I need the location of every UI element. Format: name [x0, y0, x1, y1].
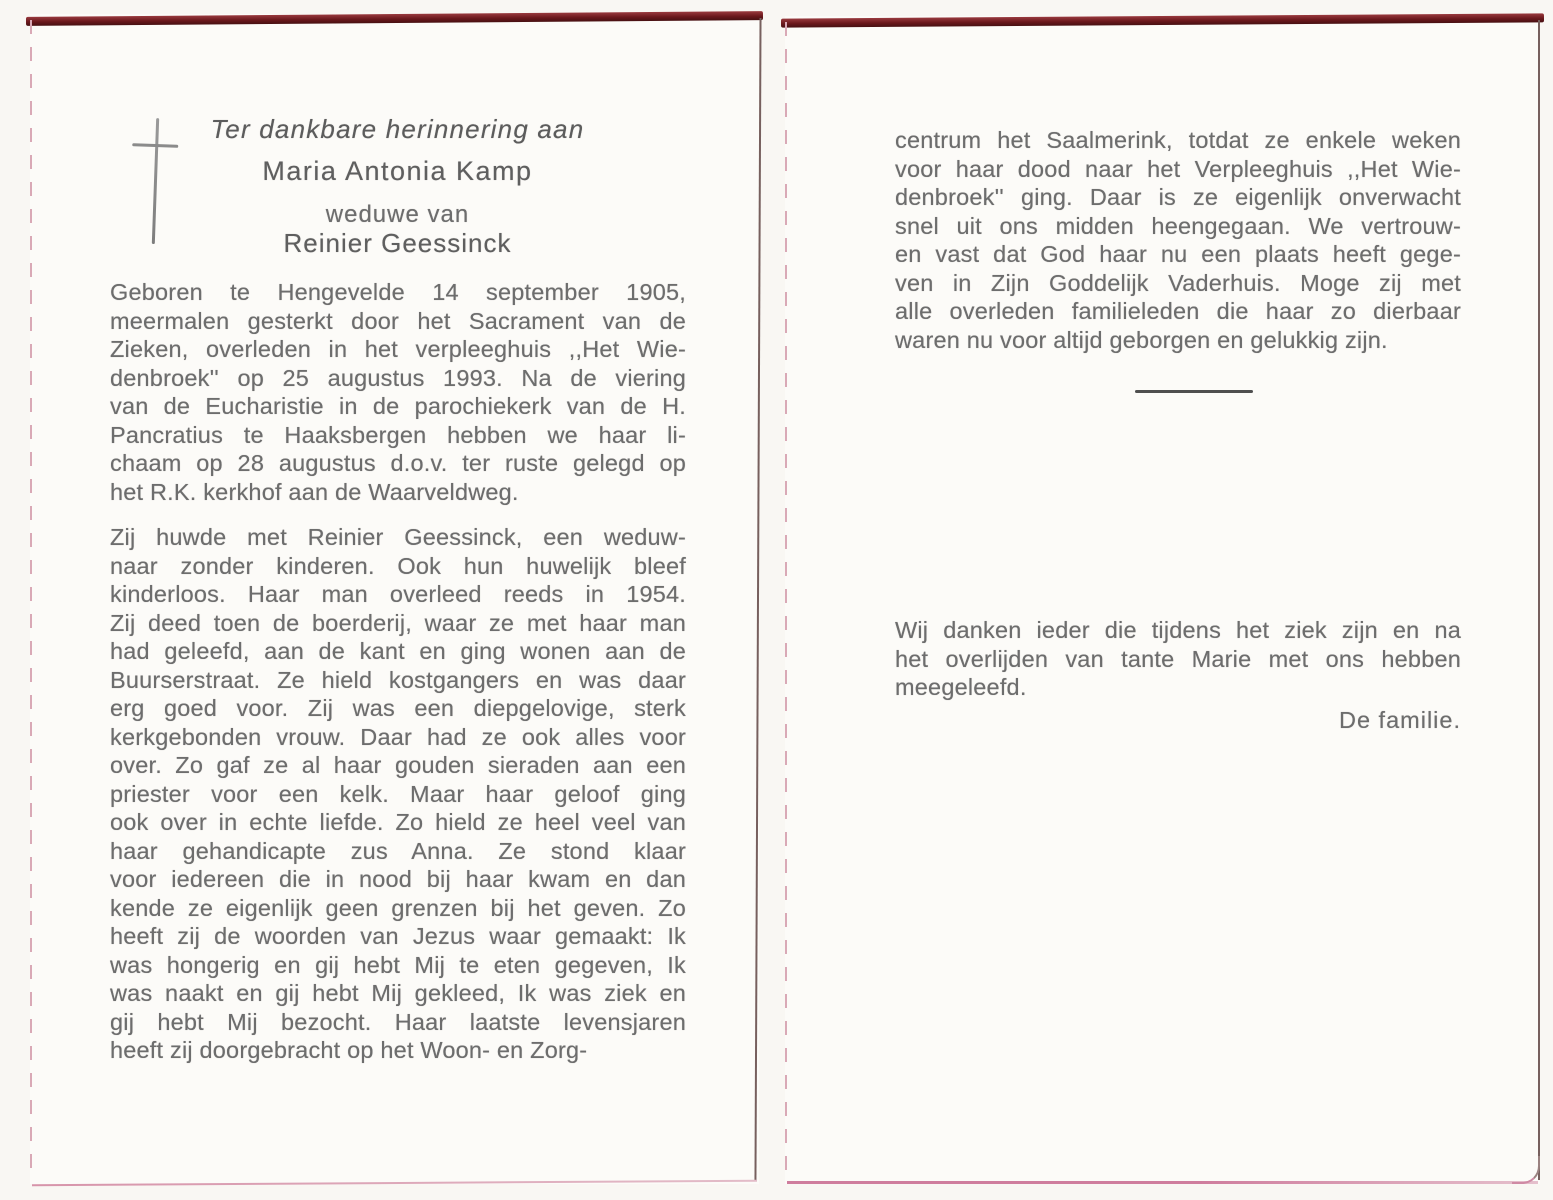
- text-line: meegeleefd.: [895, 674, 1027, 700]
- right-page-corner-curve: [1512, 1156, 1540, 1184]
- text-line: en vast dat God haar nu een plaats heeft gege-: [895, 241, 1461, 267]
- text-line: kende ze eigenlijk geen grenzen bij het geven. Zo: [110, 894, 686, 921]
- text-line: Buurserstraat. Ze hield kostgangers en was daar: [110, 666, 686, 693]
- text-line: ven in Zijn Goddelijk Vaderhuis. Moge zij met: [895, 269, 1461, 296]
- text-line: heeft zij de woorden van Jezus waar gemaakt: Ik: [110, 923, 686, 949]
- right-page: [785, 16, 1540, 1184]
- family-signature: De familie.: [1338, 707, 1461, 733]
- text-line: Zij huwde met Reinier Geessinck, een weduw-: [110, 524, 686, 550]
- right-page-top-border: [781, 13, 1544, 27]
- section-divider: [1135, 390, 1253, 393]
- text-line: alle overleden familieleden die haar zo dierbaar: [895, 298, 1461, 324]
- text-line: het R.K. kerkhof aan de Waarveldweg.: [110, 478, 519, 505]
- text-line: chaam op 28 augustus d.o.v. ter ruste gelegd op: [110, 450, 686, 476]
- text-line: Zij deed toen de boerderij, waar ze met haar man: [110, 609, 686, 636]
- text-line: het overlijden van tante Marie met ons hebben: [895, 645, 1461, 672]
- right-page-right-border: [1538, 20, 1540, 1180]
- text-line: haar gehandicapte zus Anna. Ze stond klaar: [110, 837, 686, 864]
- right-page-left-border: [785, 22, 787, 1180]
- thanks-paragraph: [895, 616, 1461, 702]
- left-page-left-border: [30, 20, 32, 1180]
- text-line: priester voor een kelk. Maar haar geloof ging: [110, 780, 686, 807]
- text-line: Pancratius te Haaksbergen hebben we haar li-: [110, 421, 686, 448]
- text-line: voor iedereen die in nood bij haar kwam en dan: [110, 866, 686, 892]
- text-line: was hongerig en gij hebt Mij te eten gegeven, Ik: [110, 951, 686, 978]
- text-line: waren nu voor altijd geborgen en gelukkig zijn.: [895, 326, 1388, 353]
- left-page: [30, 14, 759, 1184]
- biography-paragraph-3: [895, 126, 1461, 354]
- text-line: Geboren te Hengevelde 14 september 1905,: [110, 279, 686, 305]
- biography-paragraph-1: [110, 278, 686, 506]
- text-line: was naakt en gij hebt Mij gekleed, Ik was ziek en: [110, 980, 686, 1006]
- text-line: kerkgebonden vrouw. Daar had ze ook alles voor: [110, 723, 686, 750]
- text-line: had geleefd, aan de kant en ging wonen aan de: [110, 638, 686, 664]
- deceased-name: Maria Antonia Kamp: [262, 156, 533, 186]
- biography-paragraph-2: [110, 523, 686, 1065]
- text-line: kinderloos. Haar man overleed reeds in 1954.: [110, 581, 686, 607]
- text-line: denbroek'' op 25 augustus 1993. Na de viering: [110, 364, 686, 391]
- text-line: denbroek'' ging. Daar is ze eigenlijk onverwacht: [895, 184, 1461, 210]
- text-line: Zieken, overleden in het verpleeghuis ,,Het Wie-: [110, 336, 686, 362]
- text-line: erg goed voor. Zij was een diepgelovige, sterk: [110, 695, 686, 721]
- text-line: centrum het Saalmerink, totdat ze enkele weken: [895, 127, 1461, 153]
- relation-line: weduwe van: [325, 201, 470, 228]
- left-page-top-border: [26, 11, 763, 26]
- text-line: naar zonder kinderen. Ook hun huwelijk bleef: [110, 552, 686, 579]
- left-page-right-border: [754, 18, 761, 1180]
- text-line: Wij danken ieder die tijdens het ziek zijn en na: [895, 617, 1461, 643]
- text-line: over. Zo gaf ze al haar gouden sieraden aan een: [110, 752, 686, 778]
- spouse-name: Reinier Geessinck: [283, 228, 512, 258]
- dedication-line: Ter dankbare herinnering aan: [210, 114, 585, 144]
- text-line: heeft zij doorgebracht op het Woon- en Zorg-: [110, 1037, 588, 1063]
- text-line: voor haar dood naar het Verpleeghuis ,,Het Wie-: [895, 155, 1461, 182]
- text-line: gij hebt Mij bezocht. Haar laatste levensjaren: [110, 1008, 686, 1035]
- text-line: meermalen gesterkt door het Sacrament van de: [110, 307, 686, 334]
- text-line: snel uit ons midden heengegaan. We vertrouw-: [895, 212, 1461, 239]
- left-page-bottom-border: [32, 1180, 757, 1186]
- text-line: van de Eucharistie in de parochiekerk van de H.: [110, 393, 686, 419]
- text-line: ook over in echte liefde. Zo hield ze heel veel van: [110, 809, 686, 835]
- right-page-bottom-border: [787, 1181, 1538, 1184]
